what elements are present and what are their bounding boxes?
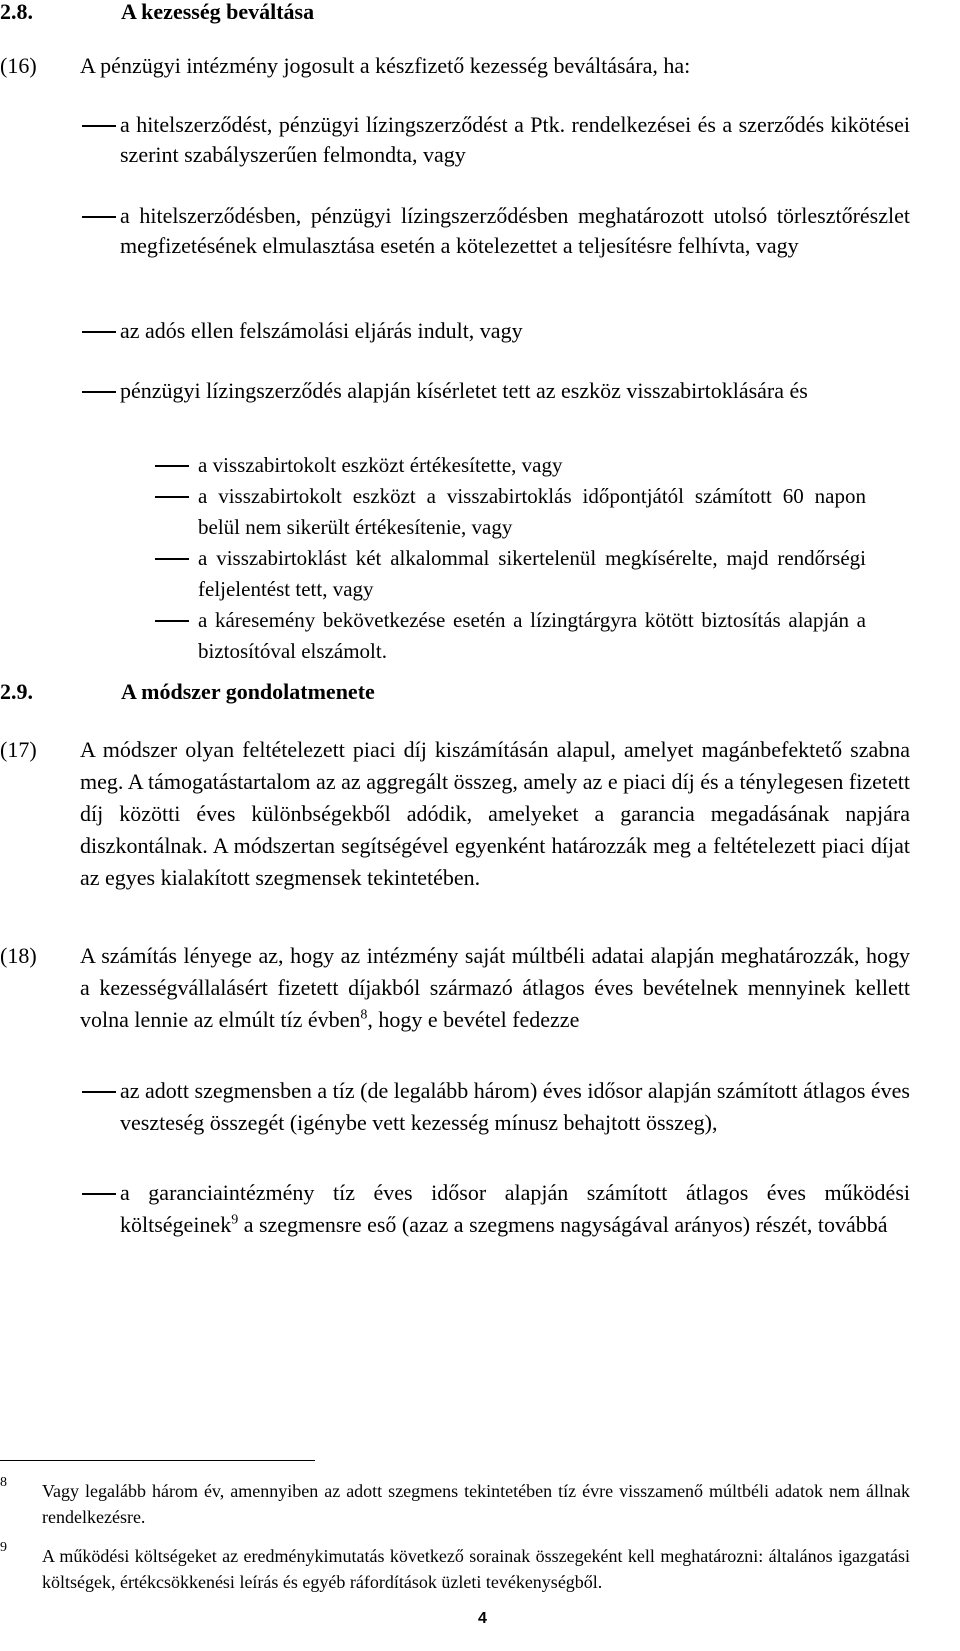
dash-bullet-icon bbox=[82, 125, 116, 127]
list-item-text-part: a szegmensre eső (azaz a szegmens nagyságával arányos) részét, továbbá bbox=[238, 1212, 888, 1237]
dash-bullet-icon bbox=[82, 331, 116, 333]
list-item-text: az adott szegmensben a tíz (de legalább három) éves idősor alapján számított átlagos éves veszteség összegét (igénybe vett kezesség mínusz behajtott összeg), bbox=[120, 1078, 910, 1135]
footnote-number: 8 bbox=[0, 1475, 7, 1490]
list-item-text: a hitelszerződésben, pénzügyi lízingszerződésben meghatározott utolsó törlesztőrészlet megfizetésének elmulasztása esetén a kötelezettet a teljesítésre felhívta, vagy bbox=[120, 203, 910, 258]
list-item-text: az adós ellen felszámolási eljárás indult, vagy bbox=[120, 318, 523, 343]
footnote-reference[interactable]: 8 bbox=[360, 1007, 368, 1023]
dash-bullet-icon bbox=[82, 1091, 116, 1093]
section-number: 2.9. bbox=[0, 679, 33, 704]
list-item-text: a hitelszerződést, pénzügyi lízingszerződést a Ptk. rendelkezései és a szerződés kikötései szerint szabályszerűen felmondta, vagy bbox=[120, 112, 910, 167]
list-item-text: a visszabirtokolt eszközt a visszabirtoklás időpontjától számított 60 napon belül nem sikerült értékesítenie, vagy bbox=[198, 484, 866, 539]
paragraph-text: A módszer olyan feltételezett piaci díj kiszámításán alapul, amelyet magánbefektető szabna meg. A támogatástartalom az az aggregált összeg, amely az e piaci díj és a ténylegesen fizetett díj közötti éves különbségekből adódik, amelyeket a garancia megadásának napjára diszkontálnak. A módszertan segítségével egyenként határozzák meg a feltételezett piaci díjat az egyes kialakított szegmensek tekintetében. bbox=[80, 737, 910, 890]
paragraph-number: (17) bbox=[0, 737, 37, 762]
footnote-separator bbox=[0, 1460, 315, 1461]
footnote-number: 9 bbox=[0, 1540, 7, 1555]
section-title: A módszer gondolatmenete bbox=[121, 679, 375, 704]
footnote-text: A működési költségeket az eredménykimutatás következő sorainak összegeként kell meghatározni: általános igazgatási költségek, értékcsökkenési leírás és egyéb ráfordítások üzleti tevékenységből. bbox=[42, 1546, 910, 1592]
section-number: 2.8. bbox=[0, 0, 33, 24]
footnote-text: Vagy legalább három év, amennyiben az adott szegmens tekintetében tíz évre visszamenő múltbéli adatok nem állnak rendelkezésre. bbox=[42, 1481, 910, 1527]
list-item-text: a visszabirtokolt eszközt értékesítette, vagy bbox=[198, 453, 563, 477]
list-item-text: a visszabirtoklást két alkalommal sikertelenül megkísérelte, majd rendőrségi feljelentést tett, vagy bbox=[198, 546, 866, 601]
list-item-text-part: a garanciaintézmény tíz éves idősor alapján számított átlagos éves működési költségeinek bbox=[120, 1180, 910, 1237]
page-number: 4 bbox=[478, 1610, 487, 1627]
section-title: A kezesség beváltása bbox=[121, 0, 315, 24]
dash-bullet-icon bbox=[82, 1193, 116, 1195]
dash-bullet-icon bbox=[155, 620, 189, 622]
dash-bullet-icon bbox=[155, 496, 189, 498]
paragraph-text-part: , hogy e bevétel fedezze bbox=[367, 1007, 580, 1032]
paragraph-text: A pénzügyi intézmény jogosult a készfizető kezesség beváltására, ha: bbox=[80, 53, 691, 78]
list-item-text: a káresemény bekövetkezése esetén a lízingtárgyra kötött biztosítás alapján a biztosítóval elszámolt. bbox=[198, 608, 866, 663]
paragraph-text bbox=[80, 940, 910, 1036]
footnote-reference[interactable]: 9 bbox=[231, 1212, 239, 1228]
paragraph-number: (18) bbox=[0, 943, 37, 968]
dash-bullet-icon bbox=[155, 558, 189, 560]
paragraph-number: (16) bbox=[0, 53, 37, 78]
list-item-text: pénzügyi lízingszerződés alapján kísérletet tett az eszköz visszabirtoklására és bbox=[120, 378, 808, 403]
paragraph-text-part: A számítás lényege az, hogy az intézmény saját múltbéli adatai alapján meghatározzák, hogy a kezességvállalásért fizetett díjakból származó átlagos éves bevételnek mennyinek kellett volna lennie az elmúlt tíz évben bbox=[80, 943, 910, 1032]
dash-bullet-icon bbox=[82, 216, 116, 218]
list-item-text bbox=[120, 1177, 910, 1241]
dash-bullet-icon bbox=[82, 391, 116, 393]
dash-bullet-icon bbox=[155, 465, 189, 467]
